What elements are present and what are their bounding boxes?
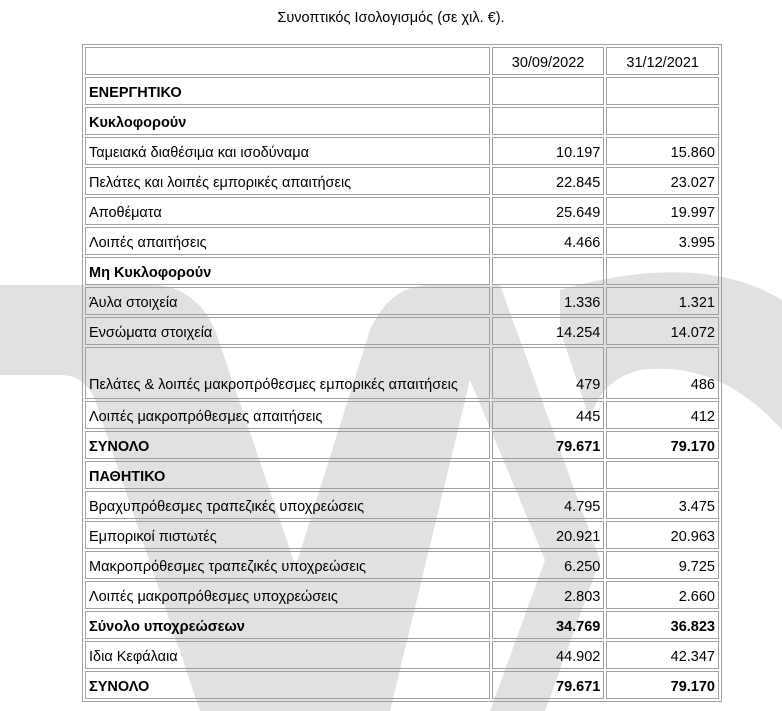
row-label: ΣΥΝΟΛΟ	[85, 431, 490, 459]
value-2021: 486	[606, 347, 719, 399]
value-2021: 412	[606, 401, 719, 429]
table-row	[85, 491, 719, 519]
value-2022: 445	[492, 401, 605, 429]
value-2021: 15.860	[606, 137, 719, 165]
value-2021	[606, 257, 719, 285]
value-2021	[606, 77, 719, 105]
value-2021: 1.321	[606, 287, 719, 315]
value-2022: 79.671	[492, 431, 605, 459]
table-row	[85, 641, 719, 669]
value-2021: 9.725	[606, 551, 719, 579]
row-label: Λοιπές μακροπρόθεσμες απαιτήσεις	[85, 401, 490, 429]
value-2021: 42.347	[606, 641, 719, 669]
balance-sheet-table	[82, 44, 722, 702]
value-2022: 25.649	[492, 197, 605, 225]
table-row	[85, 671, 719, 699]
table-row	[85, 227, 719, 255]
value-2021: 3.475	[606, 491, 719, 519]
value-2022	[492, 107, 605, 135]
table-row	[85, 287, 719, 315]
column-header: 30/09/2022	[492, 47, 605, 75]
table-row	[85, 257, 719, 285]
value-2022	[492, 77, 605, 105]
value-2022: 4.795	[492, 491, 605, 519]
row-label: Βραχυπρόθεσμες τραπεζικές υποχρεώσεις	[85, 491, 490, 519]
value-2021: 79.170	[606, 431, 719, 459]
row-label: Αποθέματα	[85, 197, 490, 225]
value-2021: 14.072	[606, 317, 719, 345]
row-label: Πελάτες και λοιπές εμπορικές απαιτήσεις	[85, 167, 490, 195]
row-label: ΠΑΘΗΤΙΚΟ	[85, 461, 490, 489]
table-row	[85, 401, 719, 429]
table-row	[85, 431, 719, 459]
table-row	[85, 197, 719, 225]
value-2022: 1.336	[492, 287, 605, 315]
row-label: ΕΝΕΡΓΗΤΙΚΟ	[85, 77, 490, 105]
value-2021	[606, 107, 719, 135]
value-2022: 479	[492, 347, 605, 399]
value-2022: 2.803	[492, 581, 605, 609]
table-row	[85, 347, 719, 399]
row-label: Κυκλοφορούν	[85, 107, 490, 135]
row-label: Λοιπές απαιτήσεις	[85, 227, 490, 255]
value-2022: 4.466	[492, 227, 605, 255]
value-2022: 14.254	[492, 317, 605, 345]
row-label: Λοιπές μακροπρόθεσμες υποχρεώσεις	[85, 581, 490, 609]
row-label: Μη Κυκλοφορούν	[85, 257, 490, 285]
value-2021: 2.660	[606, 581, 719, 609]
header-label-cell	[85, 47, 490, 75]
value-2022: 44.902	[492, 641, 605, 669]
table-row	[85, 137, 719, 165]
value-2021	[606, 461, 719, 489]
value-2021: 19.997	[606, 197, 719, 225]
value-2021: 36.823	[606, 611, 719, 639]
value-2022	[492, 461, 605, 489]
value-2021: 20.963	[606, 521, 719, 549]
value-2022: 79.671	[492, 671, 605, 699]
table-row	[85, 167, 719, 195]
row-label: Πελάτες & λοιπές μακροπρόθεσμες εμπορικές απαιτήσεις	[85, 347, 490, 399]
row-label: Ενσώματα στοιχεία	[85, 317, 490, 345]
row-label: Μακροπρόθεσμες τραπεζικές υποχρεώσεις	[85, 551, 490, 579]
value-2022: 34.769	[492, 611, 605, 639]
row-label: Εμπορικοί πιστωτές	[85, 521, 490, 549]
value-2021: 79.170	[606, 671, 719, 699]
value-2021: 23.027	[606, 167, 719, 195]
row-label: Άυλα στοιχεία	[85, 287, 490, 315]
value-2021: 3.995	[606, 227, 719, 255]
value-2022: 22.845	[492, 167, 605, 195]
table-row	[85, 581, 719, 609]
row-label: ΣΥΝΟΛΟ	[85, 671, 490, 699]
value-2022	[492, 257, 605, 285]
table-row	[85, 317, 719, 345]
table-title: Συνοπτικός Ισολογισμός (σε χιλ. €).	[277, 10, 505, 26]
row-label: Ιδια Κεφάλαια	[85, 641, 490, 669]
table-row	[85, 521, 719, 549]
table-row	[85, 77, 719, 105]
column-header: 31/12/2021	[606, 47, 719, 75]
value-2022: 20.921	[492, 521, 605, 549]
header-row	[85, 47, 719, 75]
table-row	[85, 461, 719, 489]
row-label: Σύνολο υποχρεώσεων	[85, 611, 490, 639]
table-row	[85, 611, 719, 639]
table-row	[85, 107, 719, 135]
row-label: Ταμειακά διαθέσιμα και ισοδύναμα	[85, 137, 490, 165]
value-2022: 6.250	[492, 551, 605, 579]
value-2022: 10.197	[492, 137, 605, 165]
table-row	[85, 551, 719, 579]
